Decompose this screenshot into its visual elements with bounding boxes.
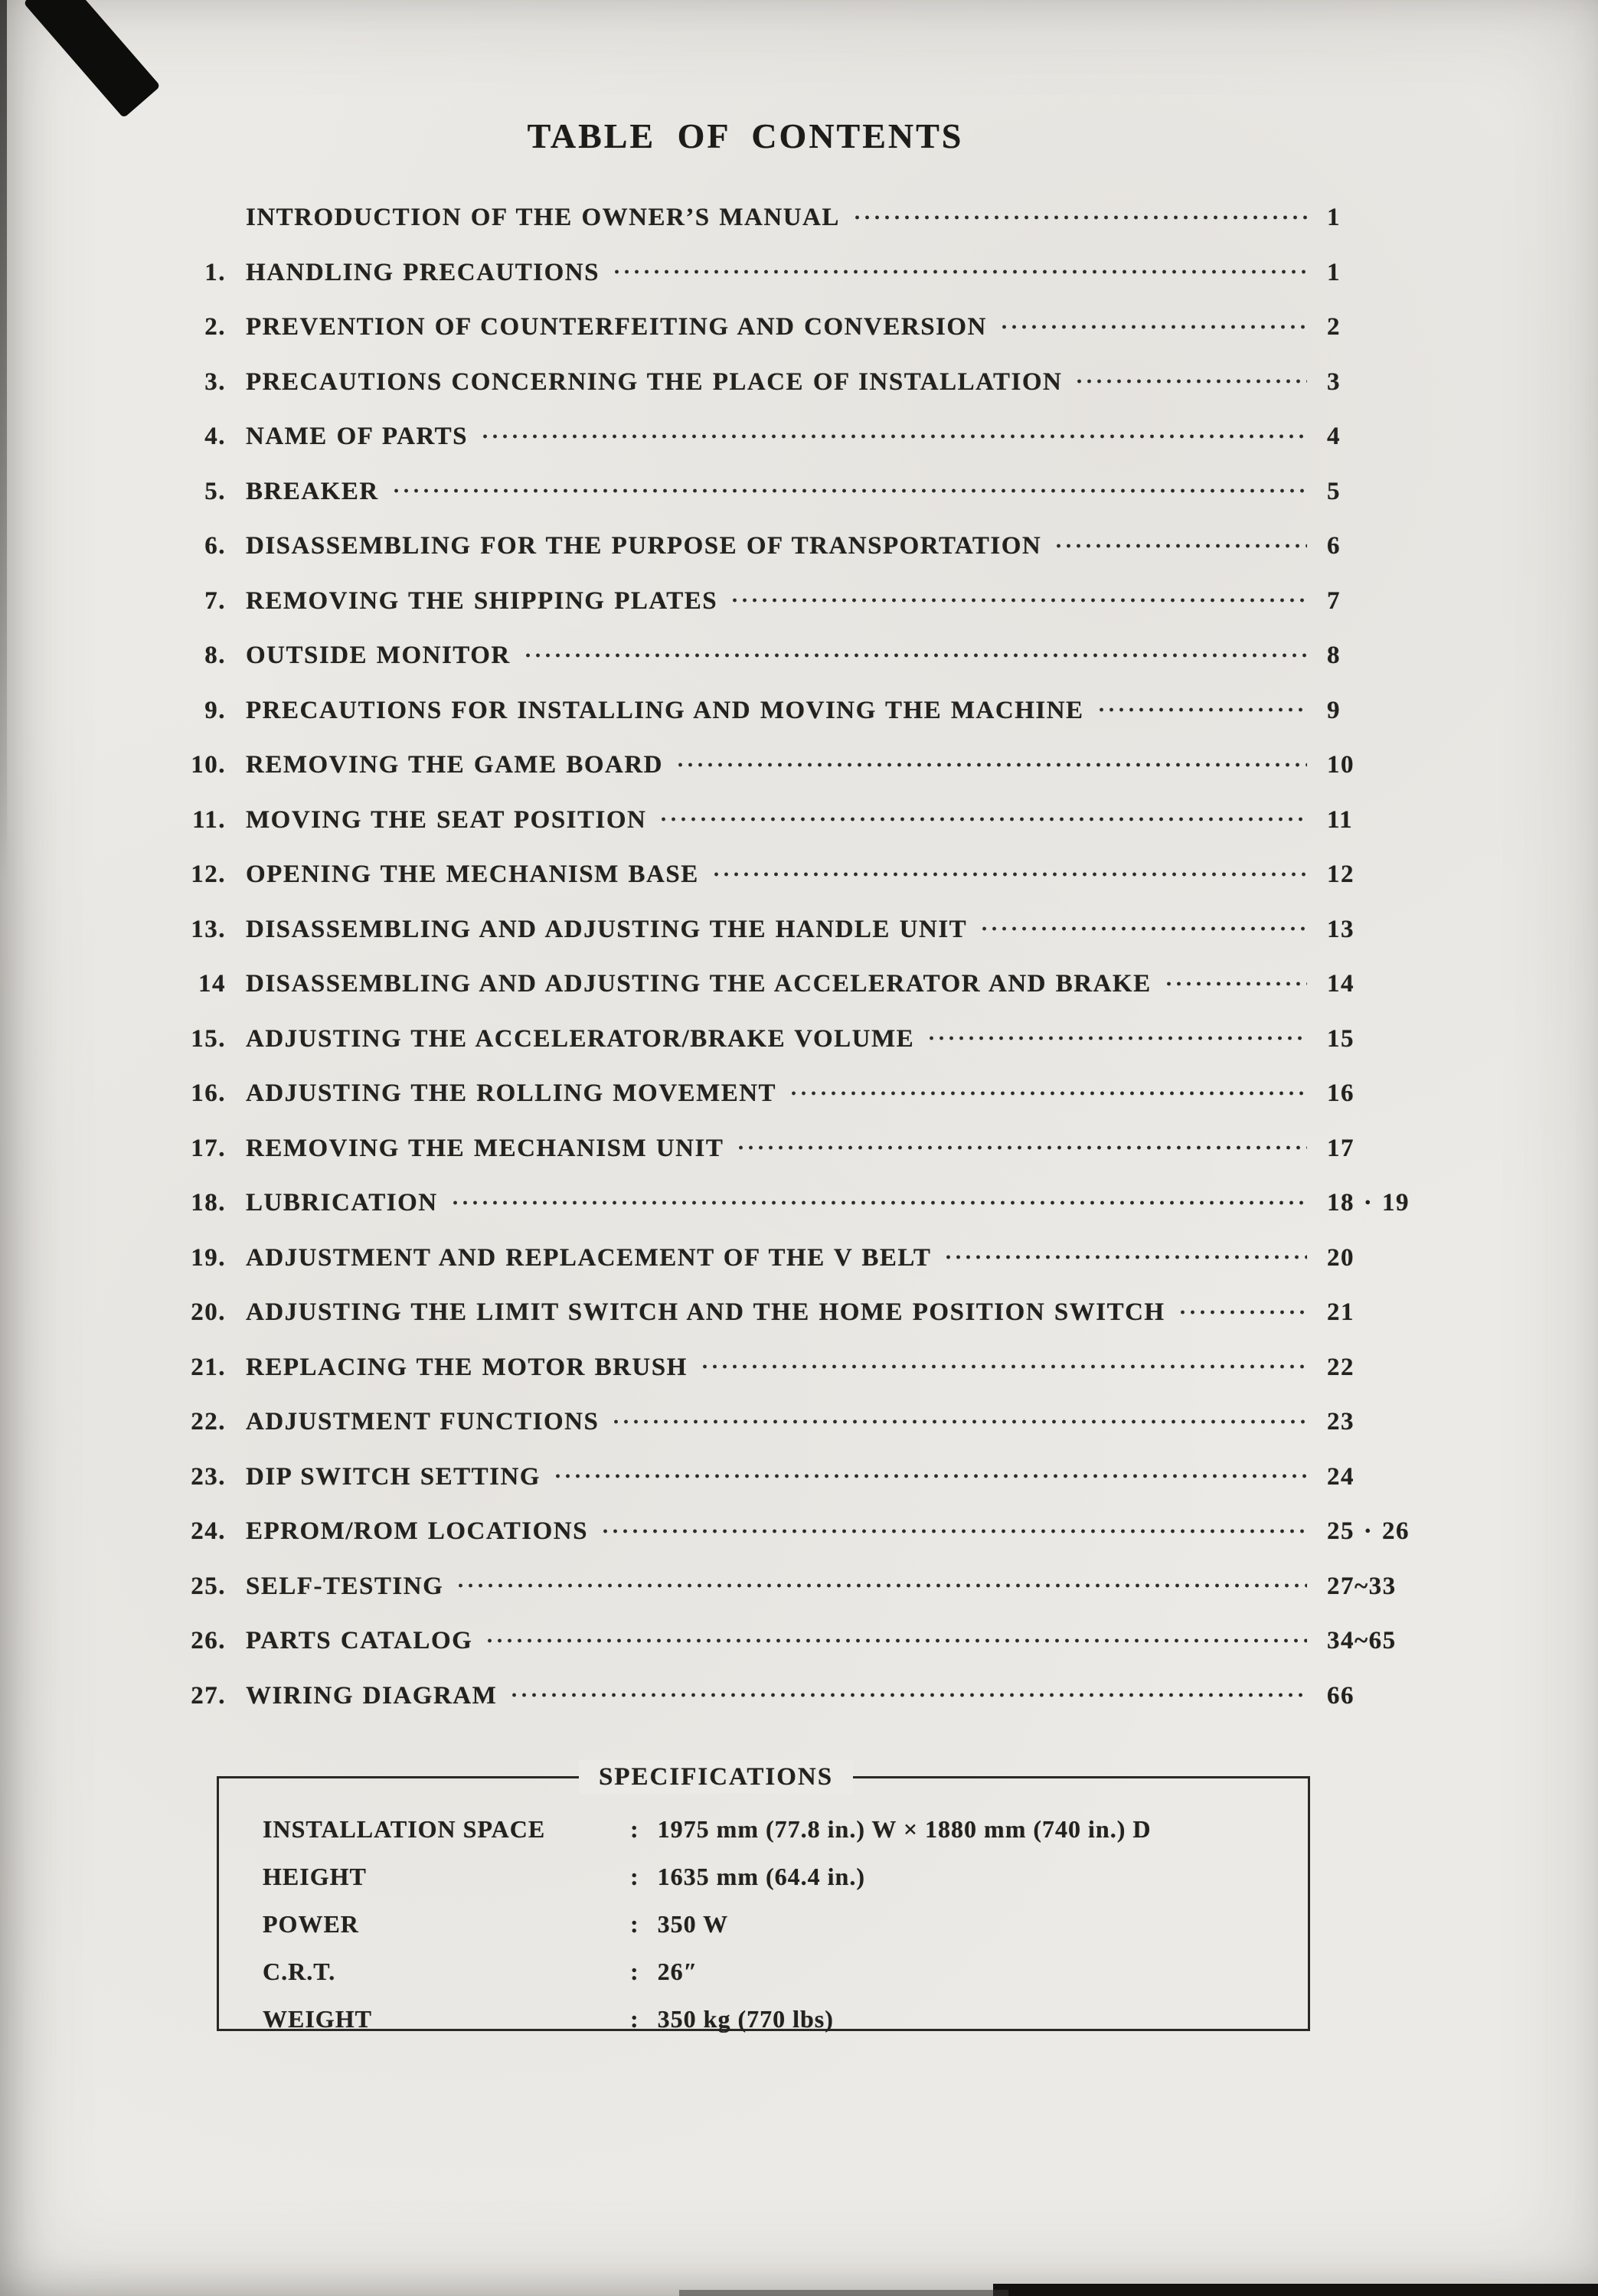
entry-number: 2. xyxy=(204,313,226,341)
toc-entry xyxy=(176,1121,1436,1176)
entry-number: 23. xyxy=(191,1462,226,1491)
spec-colon: : xyxy=(630,1863,639,1891)
toc-entry xyxy=(176,1340,1436,1395)
entry-title: ADJUSTING THE ACCELERATOR/BRAKE VOLUME xyxy=(246,1024,915,1053)
entry-title: DIP SWITCH SETTING xyxy=(246,1462,541,1491)
entry-title: ADJUSTING THE ROLLING MOVEMENT xyxy=(246,1079,777,1108)
toc-entry xyxy=(176,848,1436,903)
spec-label: C.R.T. xyxy=(263,1958,336,1986)
entry-page: 66 xyxy=(1327,1681,1355,1710)
dot-leader xyxy=(1074,379,1307,384)
toc-entry xyxy=(176,410,1436,465)
entry-number: 1. xyxy=(204,258,226,286)
toc-entry xyxy=(176,573,1436,629)
toc-list xyxy=(176,191,1436,1723)
entry-title: HANDLING PRECAUTIONS xyxy=(246,258,600,286)
entry-title: ADJUSTMENT FUNCTIONS xyxy=(246,1408,600,1436)
spec-value: 350 kg (770 lbs) xyxy=(657,2005,834,2033)
toc-entry xyxy=(176,629,1436,684)
entry-title: BREAKER xyxy=(246,477,379,505)
entry-number: 5. xyxy=(204,477,226,505)
entry-title: LUBRICATION xyxy=(246,1189,438,1217)
entry-number: 18. xyxy=(191,1189,226,1217)
entry-number: 20. xyxy=(191,1298,226,1327)
scan-artifact-corner xyxy=(23,0,161,118)
toc-entry xyxy=(176,1285,1436,1341)
entry-number: 13. xyxy=(191,915,226,943)
scan-artifact-bottom-smudge xyxy=(679,2290,1008,2296)
toc-entry xyxy=(176,1230,1436,1285)
spec-row xyxy=(263,1996,1308,2043)
entry-number: 6. xyxy=(204,532,226,560)
entry-page: 7 xyxy=(1327,586,1341,615)
dot-leader xyxy=(600,1529,1307,1533)
entry-title: ADJUSTING THE LIMIT SWITCH AND THE HOME POSITION SWITCH xyxy=(246,1298,1165,1327)
entry-page: 14 xyxy=(1327,970,1355,998)
entry-title: ADJUSTMENT AND REPLACEMENT OF THE V BELT xyxy=(246,1243,932,1272)
entry-page: 8 xyxy=(1327,642,1341,670)
dot-leader xyxy=(926,1036,1307,1040)
entry-number: 27. xyxy=(191,1681,226,1710)
dot-leader xyxy=(553,1474,1307,1478)
entry-page: 2 xyxy=(1327,313,1341,341)
toc-entry xyxy=(176,1176,1436,1231)
dot-leader xyxy=(658,817,1307,821)
dot-leader xyxy=(391,488,1307,493)
entry-title: OPENING THE MECHANISM BASE xyxy=(246,861,699,889)
toc-entry xyxy=(176,1395,1436,1450)
toc-entry xyxy=(176,1614,1436,1669)
toc-entry xyxy=(176,1011,1436,1066)
entry-number: 9. xyxy=(204,696,226,724)
entry-title: PRECAUTIONS FOR INSTALLING AND MOVING THE MACHINE xyxy=(246,696,1084,724)
entry-page: 11 xyxy=(1327,805,1354,834)
dot-leader xyxy=(852,215,1307,220)
entry-page: 34~65 xyxy=(1327,1627,1397,1655)
entry-number: 19. xyxy=(191,1243,226,1272)
entry-number: 4. xyxy=(204,423,226,451)
toc-entry xyxy=(176,1504,1436,1560)
entry-page: 13 xyxy=(1327,915,1355,943)
toc-entry xyxy=(176,245,1436,300)
dot-leader xyxy=(456,1583,1307,1588)
entry-number: 14 xyxy=(198,970,226,998)
entry-page: 3 xyxy=(1327,367,1341,396)
entry-page: 9 xyxy=(1327,696,1341,724)
entry-number: 21. xyxy=(191,1353,226,1381)
dot-leader xyxy=(711,872,1307,877)
spec-colon: : xyxy=(630,1910,639,1938)
entry-title: PARTS CATALOG xyxy=(246,1627,473,1655)
entry-page: 23 xyxy=(1327,1408,1355,1436)
entry-page: 21 xyxy=(1327,1298,1355,1327)
toc-entry xyxy=(176,300,1436,355)
entry-title: MOVING THE SEAT POSITION xyxy=(246,805,647,834)
dot-leader xyxy=(1164,981,1307,986)
entry-number: 8. xyxy=(204,642,226,670)
entry-number: 24. xyxy=(191,1517,226,1546)
specifications-heading: SPECIFICATIONS xyxy=(579,1760,853,1794)
spec-colon: : xyxy=(630,1815,639,1844)
spec-label: INSTALLATION SPACE xyxy=(263,1815,546,1844)
entry-page: 22 xyxy=(1327,1353,1355,1381)
dot-leader xyxy=(789,1091,1307,1096)
entry-number: 3. xyxy=(204,367,226,396)
spec-colon: : xyxy=(630,2005,639,2033)
entry-page: 27~33 xyxy=(1327,1572,1397,1600)
toc-entry xyxy=(176,957,1436,1012)
entry-title: REMOVING THE GAME BOARD xyxy=(246,751,664,779)
spec-value: 26″ xyxy=(657,1958,698,1986)
entry-page: 15 xyxy=(1327,1024,1355,1053)
toc-entry xyxy=(176,464,1436,519)
spec-label: WEIGHT xyxy=(263,2005,372,2033)
entry-title: DISASSEMBLING FOR THE PURPOSE OF TRANSPORTATION xyxy=(246,532,1042,560)
entry-page: 25 · 26 xyxy=(1327,1517,1410,1546)
dot-leader xyxy=(1054,544,1307,548)
toc-entry xyxy=(176,738,1436,793)
dot-leader xyxy=(523,653,1307,658)
entry-title: REMOVING THE SHIPPING PLATES xyxy=(246,586,718,615)
spec-row xyxy=(263,1806,1308,1853)
entry-page: 17 xyxy=(1327,1134,1355,1162)
dot-leader xyxy=(1178,1310,1307,1315)
entry-title: EPROM/ROM LOCATIONS xyxy=(246,1517,588,1546)
dot-leader xyxy=(736,1145,1307,1150)
spec-label: POWER xyxy=(263,1910,359,1938)
toc-entry xyxy=(176,519,1436,574)
entry-title: REMOVING THE MECHANISM UNIT xyxy=(246,1134,724,1162)
entry-title: NAME OF PARTS xyxy=(246,423,468,451)
entry-number: 22. xyxy=(191,1408,226,1436)
dot-leader xyxy=(612,269,1307,274)
spec-row xyxy=(263,1948,1308,1996)
entry-number: 16. xyxy=(191,1079,226,1108)
entry-title: PRECAUTIONS CONCERNING THE PLACE OF INSTALLATION xyxy=(246,367,1063,396)
page-title: TABLE OF CONTENTS xyxy=(527,116,964,155)
spec-value: 350 W xyxy=(657,1910,729,1938)
entry-number: 17. xyxy=(191,1134,226,1162)
toc-entry xyxy=(176,792,1436,848)
entry-page: 1 xyxy=(1327,258,1341,286)
entry-page: 20 xyxy=(1327,1243,1355,1272)
entry-page: 4 xyxy=(1327,423,1341,451)
toc-entry xyxy=(176,354,1436,410)
dot-leader xyxy=(700,1364,1307,1369)
entry-page: 18 · 19 xyxy=(1327,1189,1410,1217)
spec-colon: : xyxy=(630,1958,639,1986)
specifications-box xyxy=(217,1762,1310,2033)
scan-artifact-bottom-bar xyxy=(993,2284,1598,2296)
entry-page: 1 xyxy=(1327,204,1341,232)
entry-page: 10 xyxy=(1327,751,1355,779)
spec-value: 1975 mm (77.8 in.) W × 1880 mm (740 in.) D xyxy=(657,1815,1152,1844)
dot-leader xyxy=(979,926,1307,931)
entry-number: 25. xyxy=(191,1572,226,1600)
toc-entry xyxy=(176,902,1436,957)
dot-leader xyxy=(730,598,1307,603)
entry-title: INTRODUCTION OF THE OWNER’S MANUAL xyxy=(246,204,840,232)
dot-leader xyxy=(611,1419,1307,1424)
dot-leader xyxy=(1096,707,1307,712)
dot-leader xyxy=(450,1200,1307,1205)
dot-leader xyxy=(480,434,1307,439)
entry-number: 12. xyxy=(191,861,226,889)
entry-page: 6 xyxy=(1327,532,1341,560)
spec-row xyxy=(263,1901,1308,1948)
entry-number: 7. xyxy=(204,586,226,615)
entry-title: PREVENTION OF COUNTERFEITING AND CONVERSION xyxy=(246,313,987,341)
dot-leader xyxy=(509,1693,1307,1697)
toc-entry xyxy=(176,1066,1436,1122)
dot-leader xyxy=(485,1638,1307,1643)
toc-entry xyxy=(176,1668,1436,1723)
toc-entry xyxy=(176,683,1436,738)
entry-page: 12 xyxy=(1327,861,1355,889)
dot-leader xyxy=(999,325,1307,329)
specifications-rows xyxy=(263,1806,1308,2043)
spec-row xyxy=(263,1853,1308,1901)
dot-leader xyxy=(675,763,1307,767)
entry-page: 16 xyxy=(1327,1079,1355,1108)
entry-page: 5 xyxy=(1327,477,1341,505)
toc-entry xyxy=(176,191,1436,246)
entry-number: 11. xyxy=(192,805,226,834)
entry-number: 26. xyxy=(191,1627,226,1655)
toc-entry xyxy=(176,1559,1436,1614)
spec-label: HEIGHT xyxy=(263,1863,367,1891)
entry-title: SELF-TESTING xyxy=(246,1572,444,1600)
dot-leader xyxy=(943,1255,1307,1259)
toc-entry xyxy=(176,1449,1436,1504)
entry-title: REPLACING THE MOTOR BRUSH xyxy=(246,1353,688,1381)
entry-page: 24 xyxy=(1327,1462,1355,1491)
entry-title: DISASSEMBLING AND ADJUSTING THE HANDLE UNIT xyxy=(246,915,968,943)
entry-title: DISASSEMBLING AND ADJUSTING THE ACCELERATOR AND BRAKE xyxy=(246,970,1152,998)
spec-value: 1635 mm (64.4 in.) xyxy=(657,1863,865,1891)
entry-number: 10. xyxy=(191,751,226,779)
entry-number: 15. xyxy=(191,1024,226,1053)
entry-title: OUTSIDE MONITOR xyxy=(246,642,511,670)
entry-title: WIRING DIAGRAM xyxy=(246,1681,498,1710)
